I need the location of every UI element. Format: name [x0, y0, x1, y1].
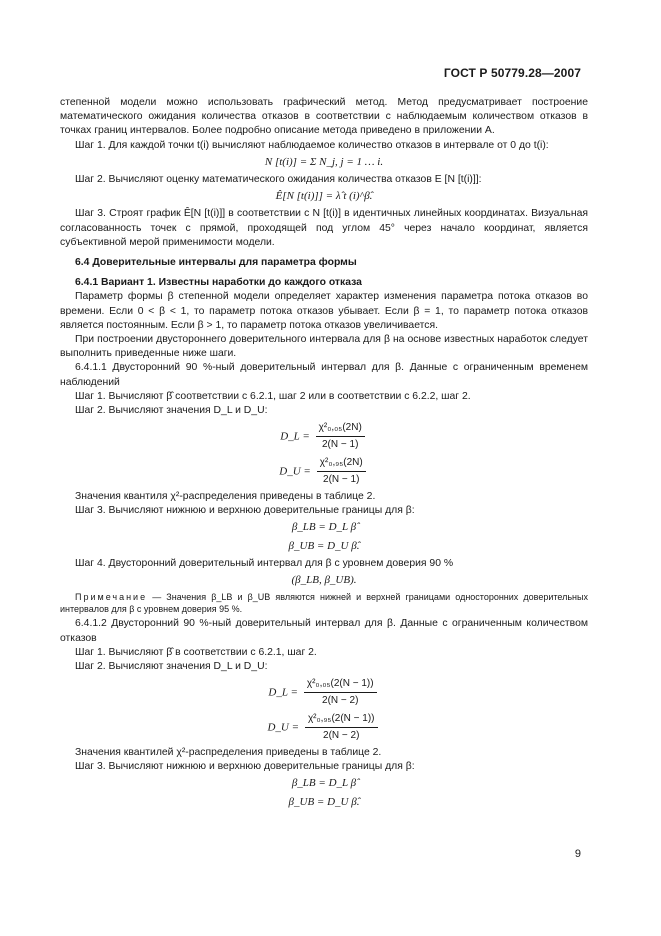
equation-dl — [60, 421, 588, 452]
section-heading: 6.4 Доверительные интервалы для параметра формы — [75, 257, 357, 269]
fraction-denominator: 2(N − 2) — [323, 729, 360, 741]
fraction — [305, 712, 378, 743]
equation: (β_LB, β_UB). — [291, 574, 357, 587]
paragraph: При построении двустороннего доверительного интервала для β на основе известных наработок следует выполнить приведенные ниже шаги. — [60, 334, 588, 360]
paragraph-step: Шаг 3. Вычисляют нижнюю и верхнюю доверительные границы для β: — [75, 761, 415, 773]
page-number: 9 — [574, 848, 581, 860]
paragraph-step: Шаг 2. Вычисляют оценку математического ожидания количества отказов E [N [t(i)]]: — [75, 174, 482, 186]
paragraph: 6.4.1.2 Двусторонний 90 %-ный доверительный интервал для β. Данные с ограниченным количеством отказов — [60, 618, 588, 644]
fraction-numerator: χ²₀,₀₅(2(N − 1)) — [304, 677, 377, 693]
paragraph: 6.4.1.1 Двусторонний 90 %-ный доверительный интервал для β. Данные с ограниченным временем наблюдений — [60, 362, 588, 388]
paragraph-step: Шаг 4. Двусторонний доверительный интервал для β с уровнем доверия 90 % — [75, 557, 454, 569]
paragraph: Параметр формы β степенной модели определяет характер изменения параметра потока отказов во времени. Если 0 < β < 1, то параметр потока отказов убывает. Если β = 1, то параметр потока отказов является постоянным. Если β > 1, то параметр потока отказов увеличивается. — [60, 291, 588, 331]
equation: β_LB = D_L β̂ — [291, 521, 357, 534]
equation: β_UB = D_U β̂. — [288, 795, 360, 808]
document-body — [60, 96, 588, 813]
note-label: Примечание — [75, 592, 148, 603]
equation-lhs: D_U = — [279, 465, 311, 478]
fraction — [316, 421, 365, 452]
equation: Ê[N [t(i)]] = λ̂ t (i)^β̂. — [275, 190, 373, 203]
equation-dl — [60, 677, 588, 708]
equation-lhs: D_L = — [280, 430, 310, 443]
fraction-numerator: χ²₀,₉₅(2(N − 1)) — [305, 712, 378, 728]
paragraph: степенной модели можно использовать графический метод. Метод предусматривает построение математического ожидания количества отказов в соответствии с наблюдаемым количеством отказов в точках границ интервалов. Более подробно описание метода приведено в приложении А. — [60, 97, 588, 137]
equation: β_UB = D_U β̂. — [288, 539, 360, 552]
paragraph-step: Шаг 3. Вычисляют нижнюю и верхнюю доверительные границы для β: — [75, 505, 415, 517]
subsection-heading: 6.4.1 Вариант 1. Известны наработки до каждого отказа — [75, 277, 362, 289]
document-header: ГОСТ Р 50779.28—2007 — [443, 66, 581, 80]
equation-lhs: D_L = — [268, 686, 298, 699]
paragraph-step: Шаг 2. Вычисляют значения D_L и D_U: — [75, 660, 268, 672]
equation: N [t(i)] = Σ N_j, j = 1 … i. — [264, 155, 384, 168]
paragraph-step: Шаг 1. Вычисляют β̂ в соответствии с 6.2.1, шаг 2. — [75, 646, 317, 658]
paragraph-step: Шаг 1. Для каждой точки t(i) вычисляют наблюдаемое количество отказов в интервале от 0 до t(i): — [75, 139, 549, 151]
fraction-numerator: χ²₀,₉₅(2N) — [317, 456, 366, 472]
note — [60, 591, 588, 615]
paragraph-step: Шаг 3. Строят график Ê[N [t(i)]] в соответствии с N [t(i)] в идентичных линейных координатах. Визуальная согласованность точек с прямой, проходящей под углом 45° через начало координат, является субъективной мерой применимости модели. — [60, 208, 588, 248]
fraction-numerator: χ²₀,₀₅(2N) — [316, 421, 365, 437]
paragraph-step: Шаг 2. Вычисляют значения D_L и D_U: — [75, 405, 268, 417]
paragraph: Значения квантиля χ²-распределения приведены в таблице 2. — [75, 491, 376, 503]
equation: β_LB = D_L β̂ — [291, 777, 357, 790]
paragraph-step: Шаг 1. Вычисляют β̂ соответствии с 6.2.1, шаг 2 или в соответствии с 6.2.2, шаг 2. — [75, 390, 471, 402]
fraction — [304, 677, 377, 708]
paragraph: Значения квантилей χ²-распределения приведены в таблице 2. — [75, 746, 382, 758]
note-text: — Значения β_LB и β_UB являются нижней и верхней границами односторонних доверительных интервалов для β с уровнем доверия 95 %. — [60, 592, 588, 615]
fraction-denominator: 2(N − 1) — [323, 473, 360, 485]
fraction-denominator: 2(N − 2) — [322, 695, 359, 707]
fraction — [317, 456, 366, 487]
equation-du — [60, 712, 588, 743]
fraction-denominator: 2(N − 1) — [322, 439, 359, 451]
equation-lhs: D_U = — [267, 721, 300, 734]
equation-du — [60, 456, 588, 487]
